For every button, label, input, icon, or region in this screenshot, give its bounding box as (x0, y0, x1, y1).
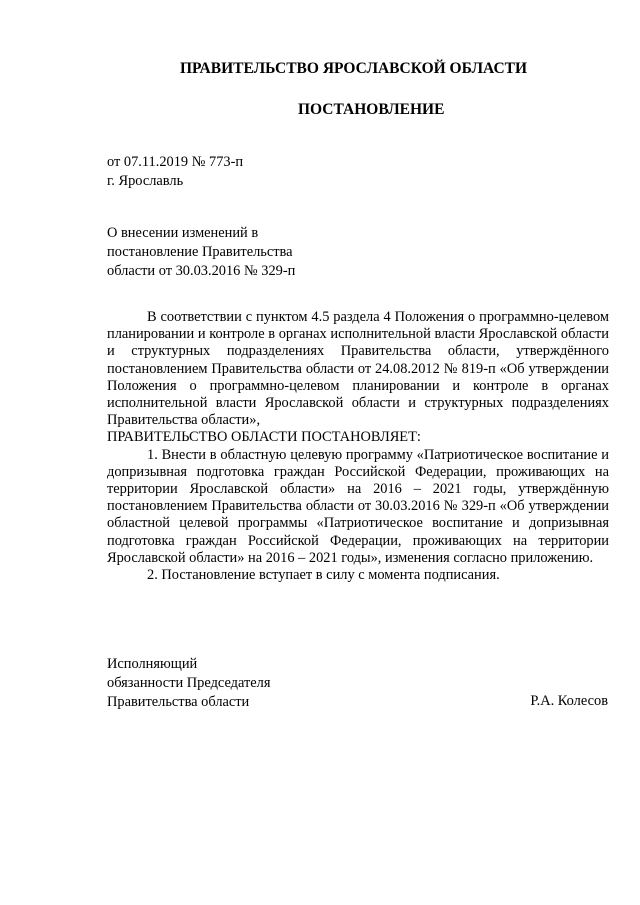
document-body (107, 309, 609, 584)
document-subject (107, 224, 295, 281)
signature-block (107, 655, 270, 712)
signature-title-line: Исполняющий (107, 656, 198, 672)
item-1-paragraph: 1. Внести в областную целевую программу «Патриотическое воспитание и допризывная подготовка граждан Российской Федерации, проживающих на территории Ярославской области» на 2016 – 2021 годы, утверждённую постановлением Правительства области от 30.03.2016 № 329-п «Об утверждении областной целевой программы «Патриотическое воспитание и допризывная подготовка граждан Российской Федерации, проживающих на территории Ярославской области» на 2016 – 2021 годы», изменения согласно приложению. (107, 446, 609, 566)
preamble-paragraph: В соответствии с пунктом 4.5 раздела 4 Положения о программно-целевом планировании и контроле в органах исполнительной власти Ярославской области и структурных подразделениях Правительства области, утверждённого постановлением Правительства области от 24.08.2012 № 819-п «Об утверждении Положения о программно-целевом планировании и контроле в органах исполнительной власти Ярославской области и структурных подразделениях Правительства области», (107, 309, 609, 429)
resolve-line: ПРАВИТЕЛЬСТВО ОБЛАСТИ ПОСТАНОВЛЯЕТ: (107, 429, 421, 446)
date-number: от 07.11.2019 № 773-п (107, 154, 244, 170)
document-type-title: ПОСТАНОВЛЕНИЕ (298, 101, 445, 118)
item-2-paragraph: 2. Постановление вступает в силу с момента подписания. (147, 567, 500, 584)
subject-line: постановление Правительства (107, 244, 293, 260)
subject-line: области от 30.03.2016 № 329-п (107, 263, 296, 279)
signer-name: Р.А. Колесов (530, 693, 608, 709)
signature-title-line: Правительства области (107, 694, 250, 710)
organization-title: ПРАВИТЕЛЬСТВО ЯРОСЛАВСКОЙ ОБЛАСТИ (180, 60, 528, 77)
subject-line: О внесении изменений в (107, 225, 259, 241)
city: г. Ярославль (107, 173, 184, 189)
document-meta (107, 153, 243, 191)
signature-title-line: обязанности Председателя (107, 675, 271, 691)
